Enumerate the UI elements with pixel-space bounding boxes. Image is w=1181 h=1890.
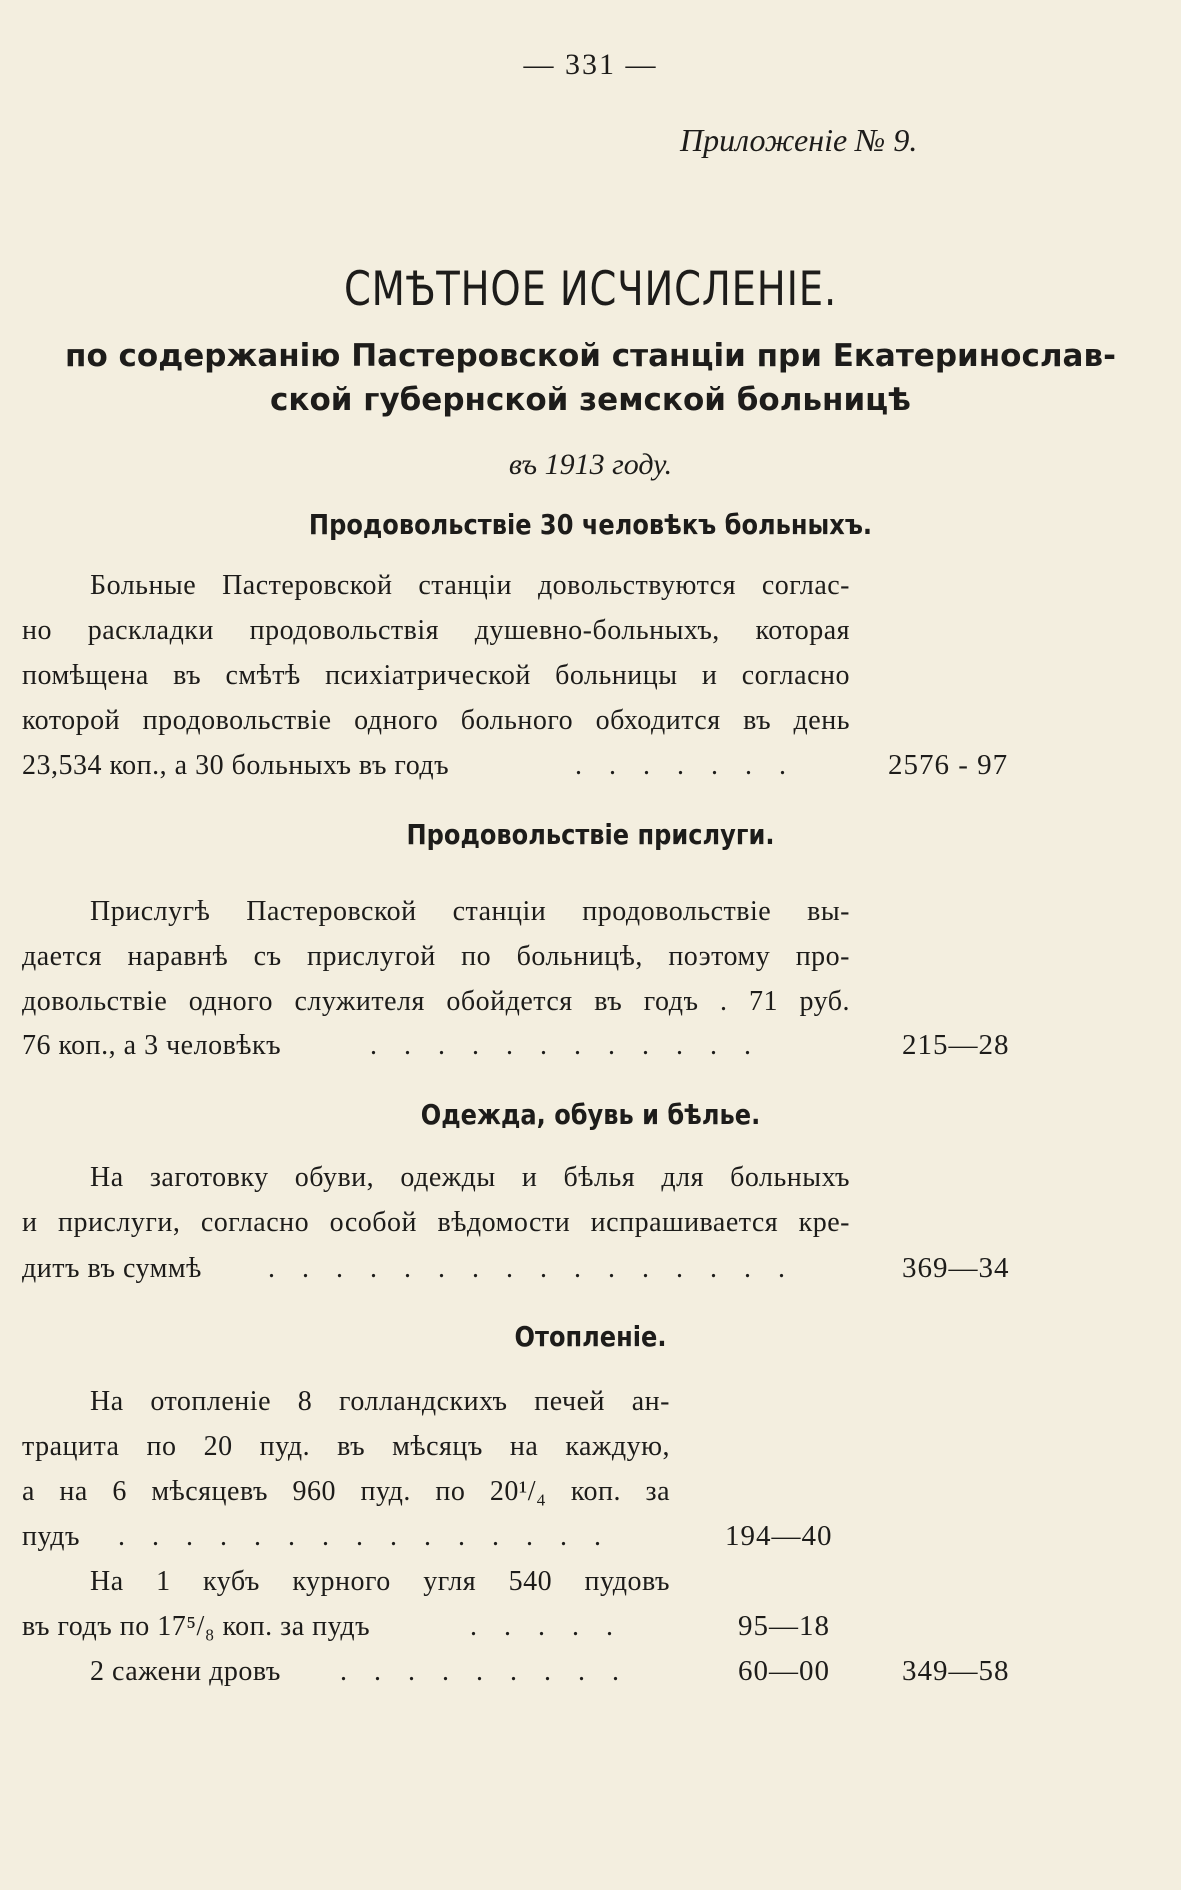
amount-anthracite: 194—40 (725, 1520, 833, 1552)
document-title: СМѢТНОЕ ИСЧИСЛЕНІЕ. (343, 262, 838, 317)
heating-item-coal-line-1: На 1 кубъ курного угля 540 пудовъ (90, 1566, 670, 1597)
leader-dots: . . . . . . . . . (340, 1656, 629, 1687)
section-heading-heating: Отопленіе. (514, 1320, 667, 1353)
section-heading-patients-food: Продовольствіе 30 человѣкъ больныхъ. (308, 508, 873, 541)
section-3-line-1: На заготовку обуви, одежды и бѣлья для больныхъ (90, 1162, 850, 1193)
section-1-line-2: но раскладки продовольствія душевно-больныхъ, которая (22, 615, 850, 646)
subtitle-line-1: по содержанію Пастеровской станціи при Екатеринослав- (65, 338, 1116, 374)
section-3-line-2: и прислуги, согласно особой вѣдомости испрашивается кре- (22, 1207, 850, 1238)
section-heading-servants-food: Продовольствіе прислуги. (406, 818, 775, 851)
heating-item-coal: въ годъ по 17⁵/₈ коп. за пудъ (22, 1611, 371, 1642)
amount-servants-food: 215—28 (902, 1029, 1010, 1061)
amount-clothing: 369—34 (902, 1252, 1010, 1284)
section-4-line-3: а на 6 мѣсяцевъ 960 пуд. по 20¹/₄ коп. за (22, 1476, 670, 1507)
leader-dots: . . . . . . . . . . . . . . . . (268, 1253, 795, 1284)
section-3-last-line: дитъ въ суммѣ (22, 1253, 202, 1284)
section-2-last-line: 76 коп., а 3 человѣкъ (22, 1030, 282, 1061)
leader-dots: . . . . . . . . . . . . . . . (118, 1521, 611, 1552)
heating-item-anthracite: пудъ (22, 1521, 80, 1552)
section-1-line-4: которой продовольствіе одного больного обходится въ день (22, 705, 850, 736)
section-4-line-1: На отопленіе 8 голландскихъ печей ан- (90, 1386, 670, 1417)
section-1-line-3: помѣщена въ смѣтѣ психіатрической больницы и согласно (22, 660, 850, 691)
page-number: — 331 — (523, 48, 658, 81)
amount-heating-total: 349—58 (902, 1655, 1010, 1687)
subtitle-line-2: ской губернской земской больницѣ (270, 382, 911, 418)
amount-coal: 95—18 (738, 1610, 830, 1642)
section-2-line-2: дается наравнѣ съ прислугой по больницѣ, поэтому про- (22, 941, 850, 972)
amount-patients-food: 2576 - 97 (888, 749, 1009, 781)
section-2-line-1: Прислугѣ Пастеровской станціи продовольствіе вы- (90, 896, 850, 927)
year-line: въ 1913 году. (508, 448, 673, 481)
section-2-line-3: довольствіе одного служителя обойдется въ годъ . 71 руб. (22, 986, 850, 1017)
section-4-line-2: трацита по 20 пуд. въ мѣсяцъ на каждую, (22, 1431, 670, 1462)
section-1-line-1: Больные Пастеровской станціи довольствуются соглас- (90, 570, 850, 601)
amount-firewood: 60—00 (738, 1655, 830, 1687)
section-heading-clothing: Одежда, обувь и бѣлье. (420, 1098, 761, 1131)
section-1-last-line: 23,534 коп., а 30 больныхъ въ годъ (22, 750, 450, 781)
heating-item-firewood: 2 сажени дровъ (90, 1656, 281, 1687)
leader-dots: . . . . . . . (575, 750, 796, 781)
leader-dots: . . . . . (470, 1611, 623, 1642)
appendix-label: Приложенiе № 9. (680, 122, 918, 158)
leader-dots: . . . . . . . . . . . . (370, 1030, 761, 1061)
